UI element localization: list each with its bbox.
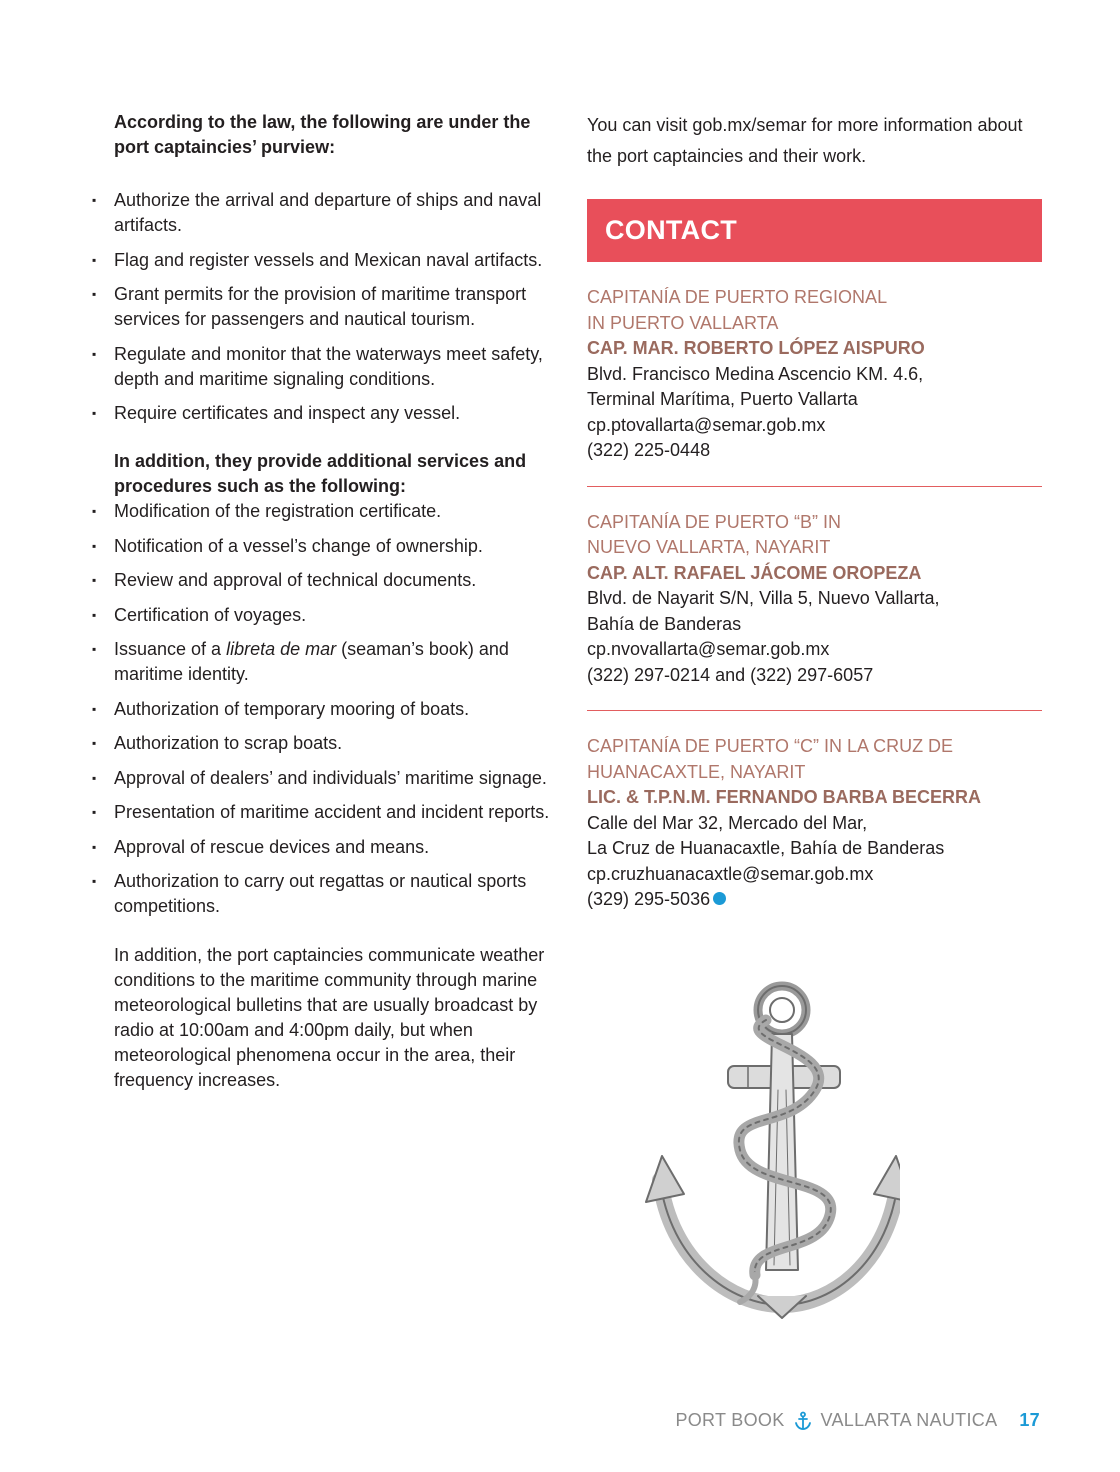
office-line-text: (322) 225-0448	[587, 440, 711, 460]
services-item	[90, 697, 560, 722]
bullet-icon: ▪	[92, 193, 97, 207]
office-line-text: Bahía de Banderas	[587, 613, 742, 634]
services-item-text: Review and approval of technical documents.	[114, 570, 477, 590]
bullet-icon: ▪	[92, 538, 97, 553]
office-line-text: Calle del Mar 32, Mercado del Mar,	[587, 812, 868, 833]
bullet-icon: ▪	[92, 642, 97, 656]
contact-banner	[587, 199, 1042, 262]
services-item-text: (seaman’s book) and maritime identity.	[114, 639, 509, 684]
end-mark-icon	[713, 892, 726, 905]
office-email	[587, 637, 1042, 663]
bullet-icon: ▪	[92, 874, 97, 888]
services-item	[90, 568, 560, 593]
office-phone	[587, 438, 1042, 464]
office-address	[587, 612, 1042, 638]
purview-item	[90, 188, 560, 238]
office-address	[587, 836, 1042, 862]
purview-item	[90, 282, 560, 332]
office-name: CAPITANÍA DE PUERTO “B” IN	[587, 511, 842, 532]
office-divider	[587, 486, 1042, 487]
office-line-text: Blvd. Francisco Medina Ascencio KM. 4.6,	[587, 363, 924, 384]
services-item	[90, 534, 560, 559]
bullet-icon: ▪	[92, 406, 97, 420]
office-name: CAPITANÍA DE PUERTO “C” IN LA CRUZ DE	[587, 736, 954, 756]
services-item-text: Approval of dealers’ and individuals’ maritime signage.	[114, 767, 547, 788]
services-intro: In addition, they provide additional services and procedures such as the following:	[114, 451, 527, 496]
office-chief: LIC. & T.P.N.M. FERNANDO BARBA BECERRA	[587, 787, 982, 807]
office-block	[587, 734, 1042, 913]
footer-magazine: VALLARTA NAUTICA	[820, 1410, 998, 1430]
footer-publication: PORT BOOK	[675, 1410, 785, 1430]
services-item	[90, 603, 560, 628]
services-item-text: Authorization to carry out regattas or nautical sports competitions.	[114, 871, 527, 916]
services-item	[90, 731, 560, 756]
purview-item-text: Require certificates and inspect any vessel.	[114, 403, 461, 423]
purview-item	[90, 401, 560, 426]
italic-term: libreta de mar	[226, 639, 337, 659]
office-line-text: (322) 297-0214 and (322) 297-6057	[587, 664, 874, 685]
closing-paragraph: In addition, the port captaincies communicate weather conditions to the maritime community through marine meteorological bulletins that are usually broadcast by radio at 10:00am and 4:00pm daily, but when meteorological phenomena occur in the area, their frequency increases.	[114, 945, 545, 1090]
bullet-icon: ▪	[92, 701, 97, 716]
anchor-rope-icon	[640, 980, 900, 1320]
services-list	[90, 499, 560, 919]
left-column	[90, 110, 560, 1093]
office-name: NUEVO VALLARTA, NAYARIT	[587, 537, 831, 557]
office-chief: CAP. ALT. RAFAEL JÁCOME OROPEZA	[587, 562, 922, 583]
purview-intro: According to the law, the following are under the port captaincies’ purview:	[114, 112, 531, 157]
services-item-text: Authorization to scrap boats.	[114, 733, 343, 753]
services-item	[90, 835, 560, 860]
office-line-text: (329) 295-5036	[587, 889, 711, 909]
office-name: IN PUERTO VALLARTA	[587, 312, 779, 333]
services-item	[90, 637, 560, 687]
bullet-icon: ▪	[92, 346, 97, 361]
contact-title: CONTACT	[605, 215, 738, 245]
office-line-text: cp.nvovallarta@semar.gob.mx	[587, 639, 830, 659]
anchor-icon	[793, 1411, 813, 1431]
offices-list	[587, 285, 1042, 913]
office-divider	[587, 710, 1042, 711]
office-chief: CAP. MAR. ROBERTO LÓPEZ AISPURO	[587, 338, 925, 358]
office-line-text: La Cruz de Huanacaxtle, Bahía de Banderas	[587, 838, 945, 858]
purview-list	[90, 188, 560, 426]
bullet-icon: ▪	[92, 607, 97, 622]
right-column	[587, 110, 1042, 913]
services-item	[90, 766, 560, 791]
office-address	[587, 586, 1042, 612]
bullet-icon: ▪	[92, 252, 97, 267]
bullet-icon: ▪	[92, 573, 97, 587]
purview-item-text: Flag and register vessels and Mexican naval artifacts.	[114, 249, 543, 270]
purview-item	[90, 342, 560, 392]
office-line-text: Blvd. de Nayarit S/N, Villa 5, Nuevo Vallarta,	[587, 588, 940, 608]
purview-item-text: Grant permits for the provision of maritime transport services for passengers and nautical tourism.	[114, 284, 527, 329]
office-line-text: cp.ptovallarta@semar.gob.mx	[587, 414, 826, 435]
office-address	[587, 387, 1042, 413]
office-block	[587, 285, 1042, 464]
page-number: 17	[1019, 1410, 1040, 1430]
bullet-icon: ▪	[92, 287, 97, 301]
purview-item	[90, 248, 560, 273]
services-item-text: Issuance of a	[114, 639, 227, 659]
services-item-text: Modification of the registration certificate.	[114, 501, 442, 521]
office-name: HUANACAXTLE, NAYARIT	[587, 761, 806, 782]
page-footer	[675, 1410, 1040, 1431]
services-item-text: Approval of rescue devices and means.	[114, 836, 430, 857]
bullet-icon: ▪	[92, 839, 97, 854]
bullet-icon: ▪	[92, 736, 97, 750]
office-address	[587, 362, 1042, 388]
office-phone	[587, 887, 1042, 913]
services-item-text: Notification of a vessel’s change of ownership.	[114, 535, 483, 556]
office-email	[587, 413, 1042, 439]
purview-item-text: Authorize the arrival and departure of ships and naval artifacts.	[114, 190, 542, 235]
services-item-text: Certification of voyages.	[114, 604, 307, 625]
services-item	[90, 869, 560, 919]
office-address	[587, 811, 1042, 837]
office-email	[587, 862, 1042, 888]
anchor-illustration	[640, 980, 900, 1320]
office-line-text: Terminal Marítima, Puerto Vallarta	[587, 389, 858, 409]
bullet-icon: ▪	[92, 805, 97, 819]
purview-item-text: Regulate and monitor that the waterways meet safety, depth and maritime signaling conditions.	[114, 343, 543, 389]
office-block	[587, 510, 1042, 689]
office-line-text: cp.cruzhuanacaxtle@semar.gob.mx	[587, 863, 874, 884]
office-name: CAPITANÍA DE PUERTO REGIONAL	[587, 287, 888, 307]
services-item-text: Presentation of maritime accident and incident reports.	[114, 802, 550, 822]
services-item	[90, 499, 560, 524]
bullet-icon: ▪	[92, 504, 97, 518]
office-phone	[587, 663, 1042, 689]
services-item-text: Authorization of temporary mooring of boats.	[114, 698, 470, 719]
bullet-icon: ▪	[92, 770, 97, 785]
services-item	[90, 800, 560, 825]
visit-text: You can visit gob.mx/semar for more information about the port captaincies and their work.	[587, 115, 1023, 166]
